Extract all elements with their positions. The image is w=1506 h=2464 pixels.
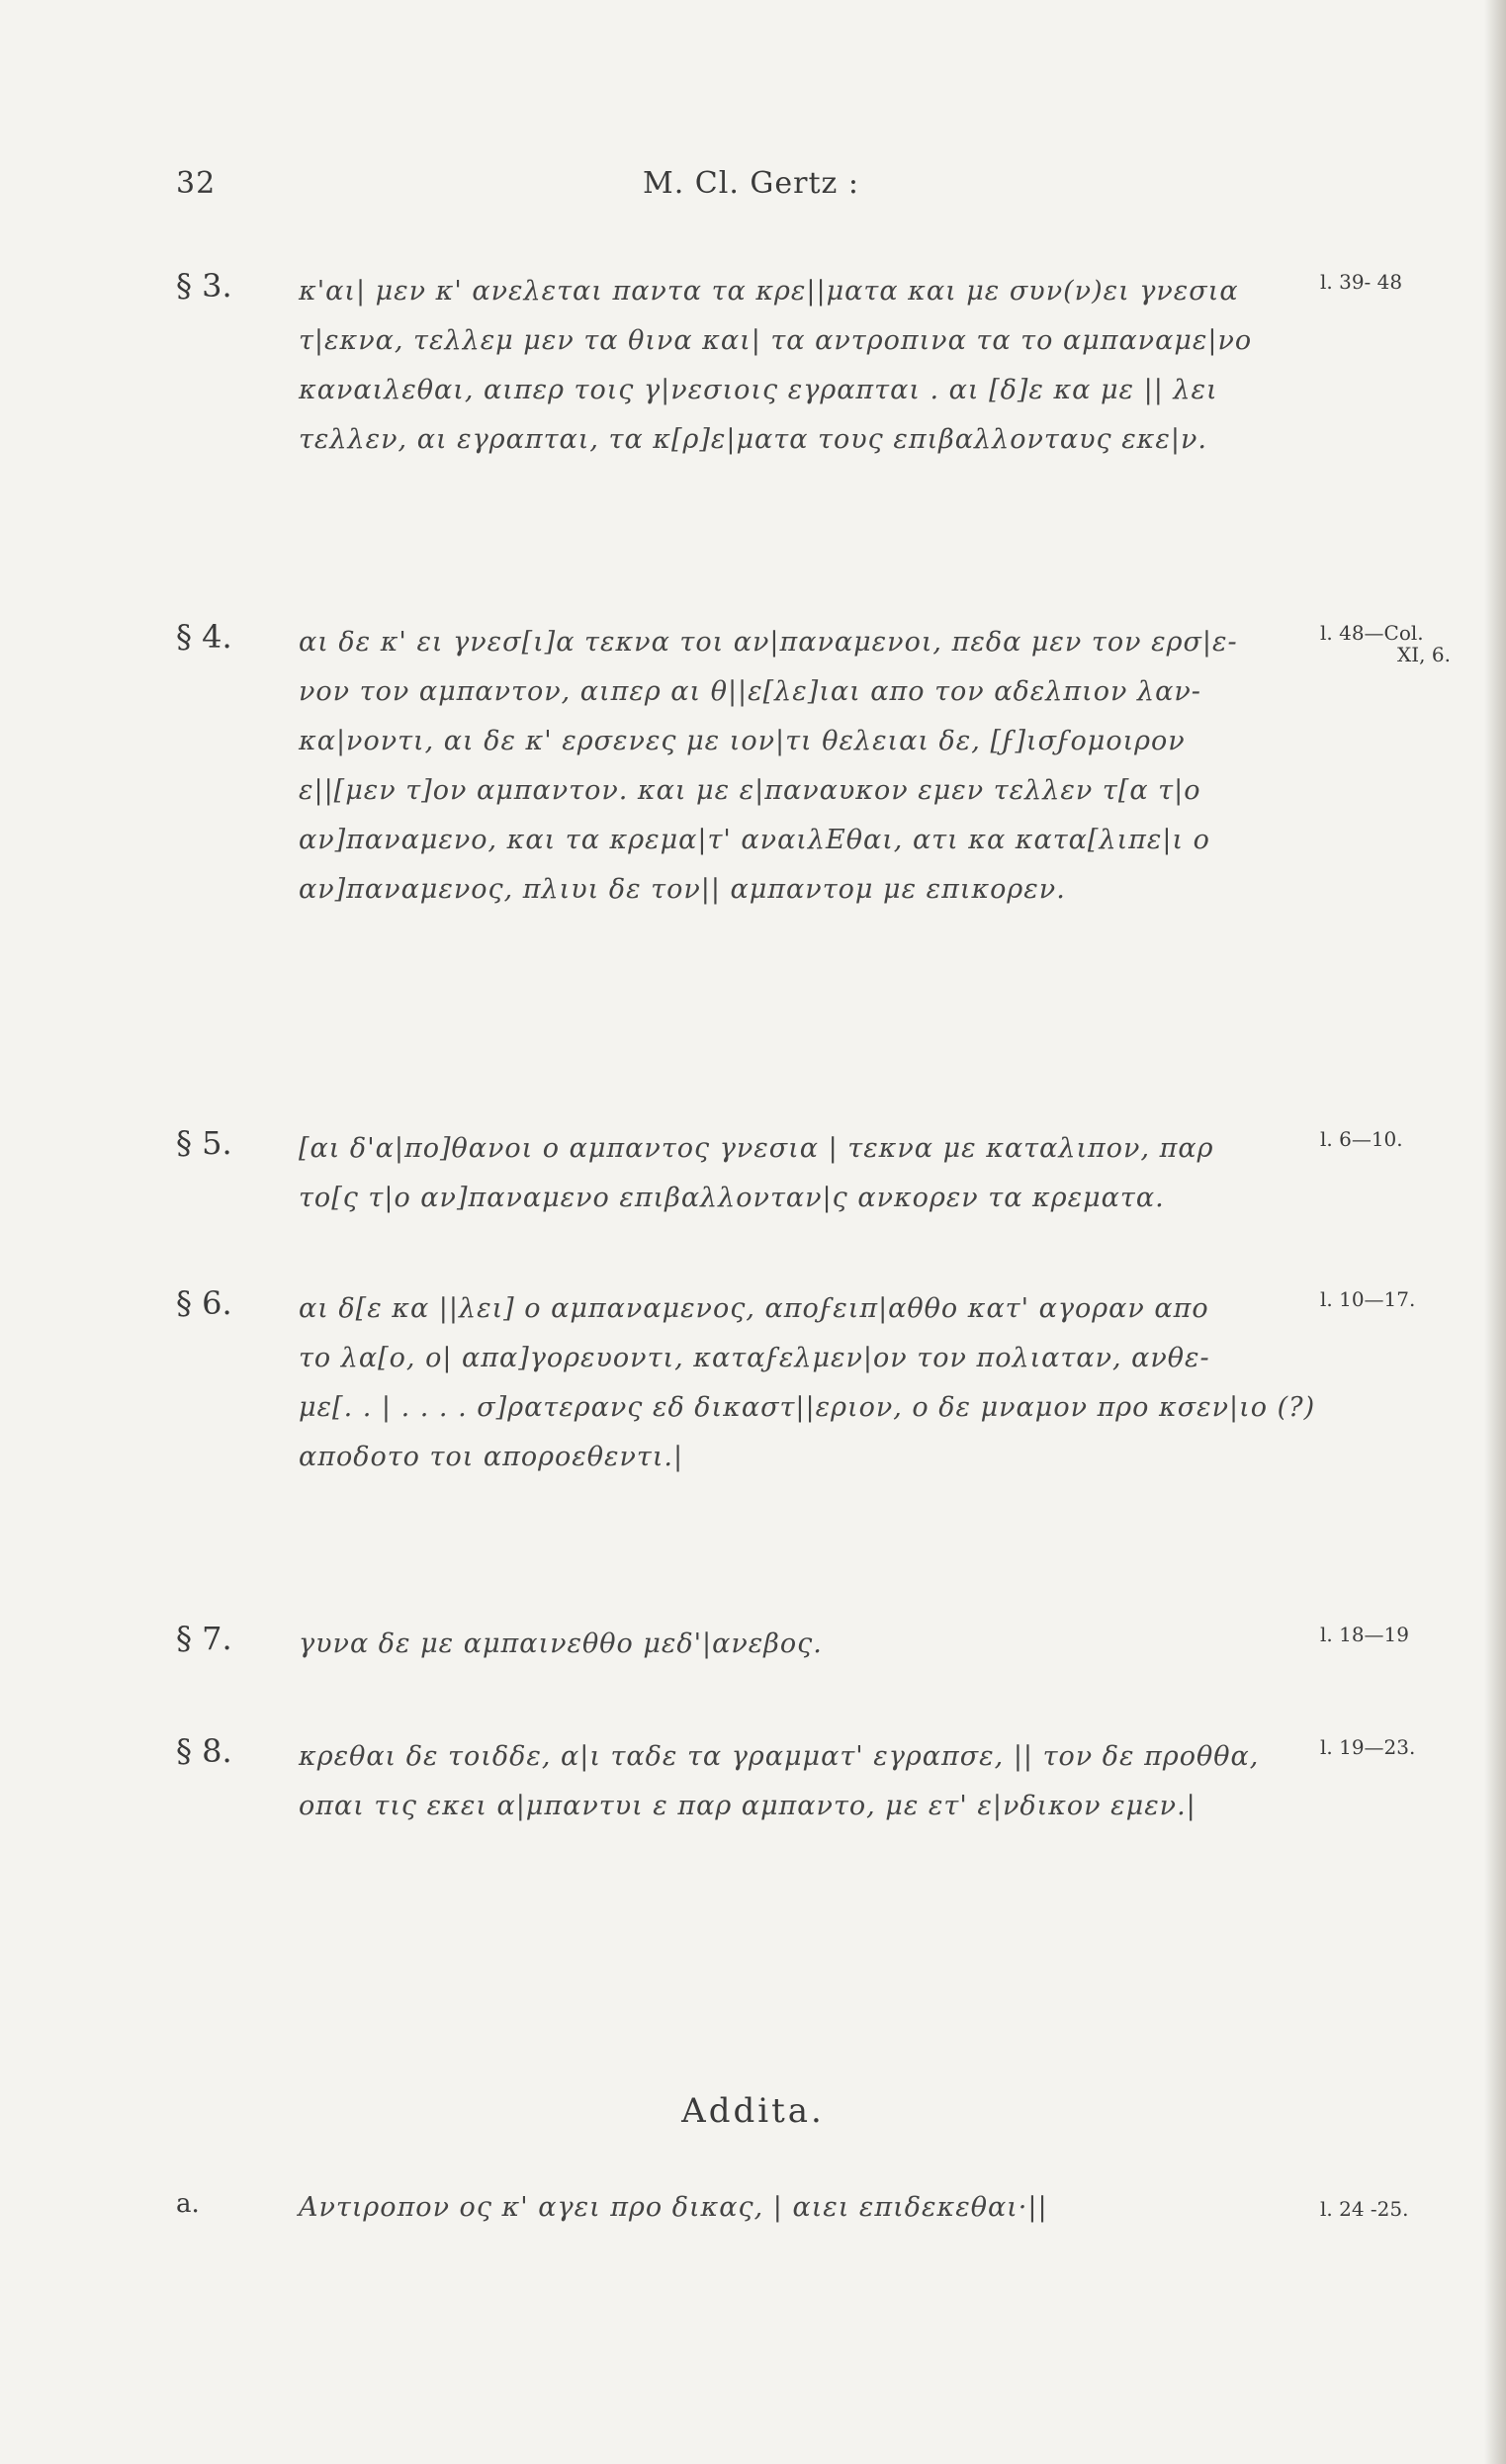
section-number: § 7. — [176, 1620, 232, 1657]
text-line: οπαι τις εκει α|μπαντυι ε παρ αμπαντο, με ετ' ε|νδικον εμεν.| — [299, 1791, 1196, 1821]
text-line: κα|νοντι, αι δε κ' ερσενες με ιον|τι θελειαι δε, [ϝ]ισϝομοιρον — [299, 726, 1186, 756]
line-reference-text: l. 19—23. — [1320, 1735, 1416, 1759]
text-line: με[. . | . . . . σ]ρατερανς εδ δικαστ||εριον, ο δε μναμον προ κσεν|ιο (?) — [299, 1392, 1316, 1423]
addita-heading: Addita. — [681, 2091, 825, 2131]
section-number: § 8. — [176, 1732, 232, 1770]
line-reference — [1320, 1736, 1478, 1758]
addita-label: a. — [176, 2189, 200, 2219]
addita-text: Αντιροπον ος κ' αγει προ δικας, | αιει επιδεκεθαι·|| — [299, 2192, 1048, 2223]
text-line: αν]παναμενος, πλιυι δε τον|| αμπαντομ με επικορεν. — [299, 874, 1066, 905]
line-reference — [1320, 1128, 1478, 1150]
line-reference-text: XI, 6. — [1397, 643, 1451, 666]
text-line: αν]παναμενο, και τα κρεμα|τ' αναιλΕθαι, ατι κα κατα[λιπε|ι ο — [299, 825, 1210, 855]
section-number: § 3. — [176, 267, 232, 305]
line-reference-text: l. 48—Col. — [1320, 621, 1424, 645]
text-line: το λα[ο, ο| απα]γορευοντι, καταϝελμεν|ον τον πολιαταν, ανθε- — [299, 1343, 1210, 1373]
line-reference-text: l. 24 -25. — [1320, 2197, 1409, 2221]
text-line: το[ς τ|ο αν]παναμενο επιβαλλονταν|ς ανκορεν τα κρεματα. — [299, 1183, 1165, 1213]
section-number: § 4. — [176, 618, 232, 656]
line-reference — [1320, 271, 1478, 293]
text-line: κ'αι| μεν κ' ανελεται παντα τα κρε||ματα και με συν(ν)ει γνεσια — [299, 276, 1239, 307]
section-number: § 5. — [176, 1124, 232, 1162]
addita-entry — [0, 2183, 1506, 2233]
text-line: ε||[μεν τ]ον αμπαντον. και με ε|παναυκον εμεν τελλεν τ[α τ|ο — [299, 775, 1201, 806]
section-text — [299, 1124, 1307, 1223]
text-line: αποδοτο τοι αποροεθεντι.| — [299, 1442, 684, 1472]
line-reference-text: l. 6—10. — [1320, 1127, 1403, 1151]
text-line: καναιλεθαι, αιπερ τοις γ|νεσιοις εγραπται . αι [δ]ε κα με || λει — [299, 375, 1218, 405]
line-reference-text: l. 18—19 — [1320, 1623, 1410, 1646]
section-number: § 6. — [176, 1284, 232, 1322]
line-reference-text: l. 10—17. — [1320, 1287, 1416, 1311]
line-reference-text: l. 39- 48 — [1320, 270, 1403, 294]
text-line: τ|εκνα, τελλεμ μεν τα θινα και| τα αντροπινα τα το αμπαναμε|νο — [299, 325, 1253, 356]
line-reference — [1320, 1288, 1478, 1310]
text-line: κρεθαι δε τοιδδε, α|ι ταδε τα γραμματ' εγραπσε, || τον δε προθθα, — [299, 1741, 1260, 1772]
text-line: αι δ[ε κα ||λει] ο αμπαναμενος, αποϝειπ|αθθο κατ' αγοραν απο — [299, 1293, 1209, 1324]
section-text — [299, 267, 1307, 465]
running-head: M. Cl. Gertz : — [643, 166, 859, 201]
page-number: 32 — [176, 166, 217, 201]
text-line: αι δε κ' ει γνεσ[ι]α τεκνα τοι αν|παναμενοι, πεδα μεν τον ερσ|ε- — [299, 627, 1238, 658]
line-reference — [1320, 1624, 1478, 1645]
text-line: τελλεν, αι εγραπται, τα κ[ρ]ε|ματα τους επιβαλλονταυς εκε|ν. — [299, 424, 1207, 455]
section-text — [299, 1620, 1307, 1669]
text-line: [αι δ'α|πο]θανοι ο αμπαντος γνεσια | τεκνα με καταλιπον, παρ — [299, 1133, 1214, 1164]
text-line: γυνα δε με αμπαινεθθο μεδ'|ανεβος. — [299, 1628, 823, 1659]
page-header — [0, 166, 1506, 206]
text-line: νον τον αμπαντον, αιπερ αι θ||ε[λε]ιαι απο τον αδελπιον λαν- — [299, 676, 1201, 707]
section-text — [299, 618, 1307, 915]
line-reference — [1320, 622, 1478, 665]
section-text — [299, 1284, 1316, 1482]
section-text — [299, 1732, 1307, 1831]
